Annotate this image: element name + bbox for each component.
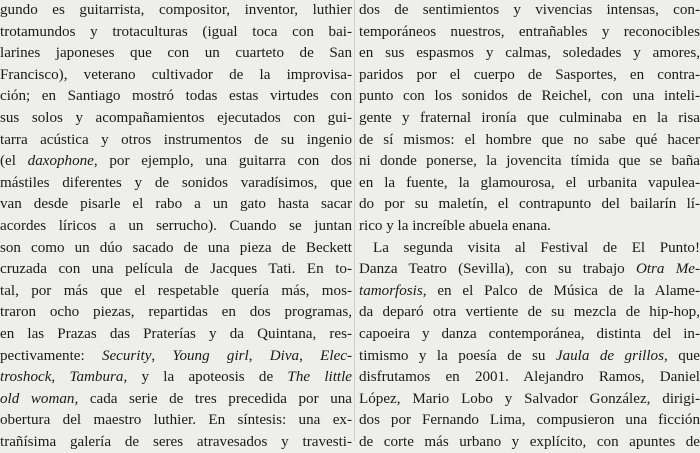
text-line xyxy=(0,108,352,130)
text-run: en las Prazas das Praterías y da Quintana, res- xyxy=(0,325,352,342)
text-line xyxy=(0,238,352,260)
text-run: cruzada con una película de Jacques Tati. En to- xyxy=(0,261,352,278)
italic-title: troshock xyxy=(0,369,52,386)
italic-title: Jaula de grillos xyxy=(555,347,664,364)
italic-title: Young girl xyxy=(172,347,249,364)
italic-title: tamorfosis xyxy=(359,282,423,299)
text-line xyxy=(0,432,352,453)
text-run: , y la apoteosis de xyxy=(123,369,288,386)
text-run: (el xyxy=(0,153,28,170)
text-run: Danza Teatro (Sevilla), con su trabajo xyxy=(359,261,636,278)
text-line xyxy=(359,346,700,368)
text-line xyxy=(359,302,700,324)
text-line xyxy=(0,389,352,411)
text-line xyxy=(0,0,352,22)
text-line xyxy=(0,324,352,346)
text-line xyxy=(359,173,700,195)
text-line xyxy=(359,389,700,411)
text-run: paridos por el cuerpo de Sasportes, en contra- xyxy=(359,66,700,83)
text-run: ni donde ponerse, la jovencita tímida que se baña xyxy=(359,153,700,170)
text-run: traron ocho piezas, repartidas en dos programas, xyxy=(0,304,352,321)
text-run: , xyxy=(299,347,321,364)
text-line xyxy=(359,281,700,303)
column-divider xyxy=(354,0,355,441)
text-line xyxy=(359,238,700,260)
text-line xyxy=(359,0,700,22)
text-line xyxy=(0,130,352,152)
text-line xyxy=(0,43,352,65)
text-run: larines japoneses que con un cuarteto de San xyxy=(0,45,352,62)
text-run: gundo es guitarrista, compositor, inventor, luthier xyxy=(0,2,352,18)
text-run: trotamundos y trotaculturas (igual toca con bai- xyxy=(0,23,352,40)
text-line xyxy=(359,259,700,281)
text-run: de corte más urbano y explícito, con apuntes de xyxy=(359,433,700,450)
text-line xyxy=(359,324,700,346)
text-run: gente y fraternal ironía que culminaba en la risa xyxy=(359,109,700,126)
text-line xyxy=(0,367,352,389)
text-line xyxy=(0,410,352,432)
text-run: Francisco), veterano cultivador de la improvisa- xyxy=(0,66,352,83)
text-run: , que xyxy=(663,347,700,364)
italic-title: The little xyxy=(287,369,352,386)
italic-title: Tambura xyxy=(69,369,124,386)
text-run: en sus espasmos y calmas, soledades y amores, xyxy=(359,45,700,62)
text-run: do por su maletín, el contrapunto del bailarín lí- xyxy=(359,196,700,213)
text-run: da deparó otra vertiente de su mezcla de hip-hop, xyxy=(359,304,700,321)
text-line xyxy=(0,259,352,281)
text-line xyxy=(359,410,700,432)
italic-title: old woman xyxy=(0,390,75,407)
text-run: dos por Fernando Lima, compusieron una ficción xyxy=(359,412,700,429)
text-line xyxy=(0,281,352,303)
text-run: de sí mismos: el hombre que no sabe qué hacer xyxy=(359,131,700,148)
text-line xyxy=(359,367,700,389)
text-line xyxy=(0,302,352,324)
text-run: , cada serie de tres precedida por una xyxy=(74,390,352,407)
text-line xyxy=(0,65,352,87)
text-line xyxy=(0,151,352,173)
text-run: ción; en Santiago mostró todas estas virtudes con xyxy=(0,88,352,105)
text-line xyxy=(359,108,700,130)
italic-title: daxophone xyxy=(27,153,94,170)
text-run: sus solos y acompañamientos ejecutados con gui- xyxy=(0,109,352,126)
text-line xyxy=(359,86,700,108)
text-line xyxy=(359,43,700,65)
italic-title: Security xyxy=(101,347,152,364)
text-line xyxy=(359,22,700,44)
text-run: timismo y la poesía de su xyxy=(359,347,556,364)
text-line xyxy=(0,173,352,195)
text-line xyxy=(359,151,700,173)
text-run: van desde pisarle el rabo a un gato hasta sacar xyxy=(0,196,352,213)
text-run: punto con los sonidos de Reichel, con una inteli- xyxy=(359,88,700,105)
italic-title: Elec- xyxy=(320,347,352,364)
text-line xyxy=(0,86,352,108)
text-run: , xyxy=(248,347,270,364)
text-run: capoeira y danza contemporánea, distinta del in- xyxy=(359,325,700,342)
text-run: , por ejemplo, una guitarra con dos xyxy=(93,153,352,170)
text-run: , xyxy=(51,369,70,386)
text-line xyxy=(359,432,700,453)
text-run: temporáneos nuestros, entrañables y reconocibles xyxy=(359,23,700,40)
text-line xyxy=(0,346,352,368)
text-line xyxy=(359,216,700,238)
text-run: dos de sentimientos y vivencias intensas, con- xyxy=(359,2,700,18)
text-run: , en el Palco de Música de la Alame- xyxy=(422,282,700,299)
text-run: La segunda visita al Festival de El Punto! xyxy=(373,239,700,256)
text-run: son como un dúo sacado de una pieza de Beckett xyxy=(0,239,352,256)
text-run: obertura del maestro luthier. En síntesis: una ex- xyxy=(0,412,352,429)
text-run: rico y la increíble abuela enana. xyxy=(359,217,551,234)
text-run: López, Mario Lobo y Salvador González, dirigi- xyxy=(359,390,700,407)
text-run: acordes líricos a un serrucho). Cuando se juntan xyxy=(0,217,352,234)
text-run: mástiles diferentes y de sonidos varadísimos, que xyxy=(0,174,352,191)
text-run: en la fuente, la glamourosa, el urbanita vapulea- xyxy=(359,174,700,191)
text-run: tarra acústica y otros instrumentos de su ingenio xyxy=(0,131,352,148)
italic-title: Otra Me- xyxy=(635,261,700,278)
text-line xyxy=(359,65,700,87)
text-run: pectivamente: xyxy=(0,347,102,364)
text-line xyxy=(359,194,700,216)
text-line xyxy=(0,194,352,216)
text-line xyxy=(359,130,700,152)
text-line xyxy=(0,22,352,44)
right-column xyxy=(359,0,700,453)
text-run: trañísima galería de seres atravesados y travesti- xyxy=(0,433,352,450)
text-run: tal, por más que el respetable quería más, mos- xyxy=(0,282,352,299)
text-run: , xyxy=(151,347,173,364)
italic-title: Diva xyxy=(269,347,300,364)
text-line xyxy=(0,216,352,238)
text-run: disfrutamos en 2001. Alejandro Ramos, Daniel xyxy=(359,369,700,386)
